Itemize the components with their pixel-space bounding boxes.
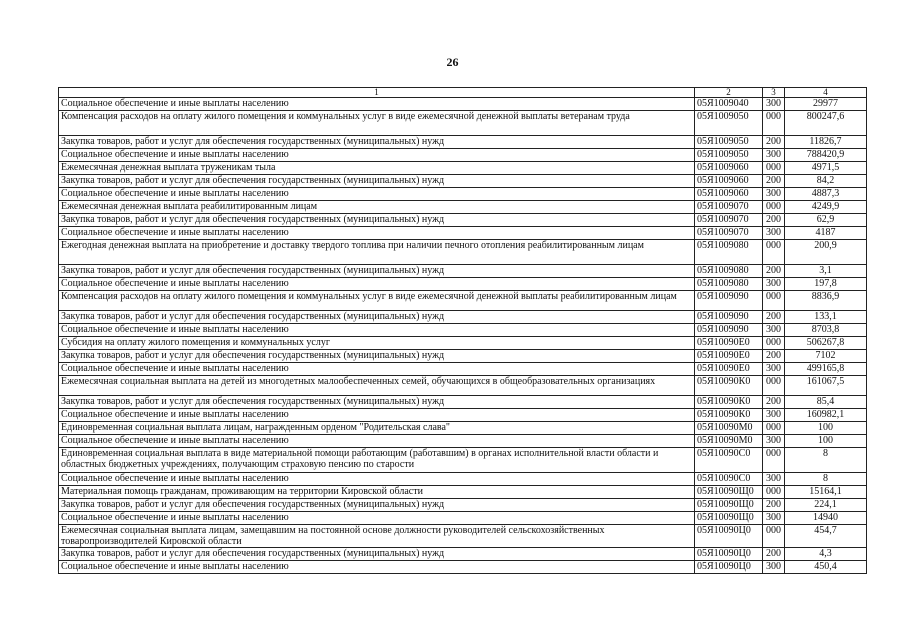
row-type-cell: 300 xyxy=(763,363,785,376)
row-name-cell: Закупка товаров, работ и услуг для обеспечения государственных (муниципальных) нужд xyxy=(59,136,695,149)
row-amount-cell: 161067,5 xyxy=(785,376,867,396)
table-row xyxy=(59,422,867,435)
row-name-cell: Социальное обеспечение и иные выплаты населению xyxy=(59,324,695,337)
row-name-cell: Ежемесячная социальная выплата на детей из многодетных малообеспеченных семей, обучающихся в общеобразовательных организациях xyxy=(59,376,695,396)
row-type-cell: 200 xyxy=(763,311,785,324)
row-code-cell: 05Я10090Е0 xyxy=(695,363,763,376)
row-amount-cell: 3,1 xyxy=(785,265,867,278)
row-type-cell: 300 xyxy=(763,278,785,291)
row-name-cell: Социальное обеспечение и иные выплаты населению xyxy=(59,188,695,201)
table-row xyxy=(59,291,867,311)
row-amount-cell: 499165,8 xyxy=(785,363,867,376)
row-type-cell: 200 xyxy=(763,499,785,512)
table-row xyxy=(59,98,867,111)
row-name-cell: Материальная помощь гражданам, проживающим на территории Кировской области xyxy=(59,486,695,499)
row-amount-cell: 800247,6 xyxy=(785,111,867,136)
row-code-cell: 05Я10090Щ0 xyxy=(695,499,763,512)
row-amount-cell: 100 xyxy=(785,435,867,448)
column-header-1: 1 xyxy=(59,88,695,98)
column-header-3: 3 xyxy=(763,88,785,98)
row-code-cell: 05Я1009070 xyxy=(695,214,763,227)
row-code-cell: 05Я10090Е0 xyxy=(695,350,763,363)
row-code-cell: 05Я1009090 xyxy=(695,324,763,337)
row-type-cell: 300 xyxy=(763,324,785,337)
row-amount-cell: 11826,7 xyxy=(785,136,867,149)
row-code-cell: 05Я10090К0 xyxy=(695,376,763,396)
row-name-cell: Закупка товаров, работ и услуг для обеспечения государственных (муниципальных) нужд xyxy=(59,311,695,324)
row-code-cell: 05Я10090Е0 xyxy=(695,337,763,350)
row-amount-cell: 454,7 xyxy=(785,525,867,548)
row-amount-cell: 788420,9 xyxy=(785,149,867,162)
row-name-cell: Ежемесячная денежная выплата реабилитированным лицам xyxy=(59,201,695,214)
table-row xyxy=(59,486,867,499)
table-row xyxy=(59,227,867,240)
row-name-cell: Социальное обеспечение и иные выплаты населению xyxy=(59,227,695,240)
row-code-cell: 05Я10090Щ0 xyxy=(695,512,763,525)
row-code-cell: 05Я10090К0 xyxy=(695,396,763,409)
row-amount-cell: 197,8 xyxy=(785,278,867,291)
row-amount-cell: 85,4 xyxy=(785,396,867,409)
table-row xyxy=(59,561,867,574)
row-code-cell: 05Я1009060 xyxy=(695,175,763,188)
row-amount-cell: 224,1 xyxy=(785,499,867,512)
row-type-cell: 200 xyxy=(763,396,785,409)
row-code-cell: 05Я10090К0 xyxy=(695,409,763,422)
row-code-cell: 05Я1009060 xyxy=(695,188,763,201)
row-code-cell: 05Я10090Щ0 xyxy=(695,486,763,499)
row-type-cell: 300 xyxy=(763,98,785,111)
row-name-cell: Ежегодная денежная выплата на приобретение и доставку твердого топлива при наличии печного отопления реабилитированным лицам xyxy=(59,240,695,265)
row-amount-cell: 14940 xyxy=(785,512,867,525)
row-type-cell: 000 xyxy=(763,486,785,499)
row-code-cell: 05Я10090Ц0 xyxy=(695,561,763,574)
table-row xyxy=(59,396,867,409)
row-type-cell: 000 xyxy=(763,448,785,473)
table-row xyxy=(59,265,867,278)
table-row xyxy=(59,337,867,350)
row-amount-cell: 160982,1 xyxy=(785,409,867,422)
row-type-cell: 300 xyxy=(763,561,785,574)
row-type-cell: 300 xyxy=(763,188,785,201)
table-row xyxy=(59,448,867,473)
row-type-cell: 000 xyxy=(763,376,785,396)
row-code-cell: 05Я1009090 xyxy=(695,311,763,324)
row-type-cell: 300 xyxy=(763,512,785,525)
row-type-cell: 300 xyxy=(763,409,785,422)
row-code-cell: 05Я10090М0 xyxy=(695,435,763,448)
row-code-cell: 05Я10090Ц0 xyxy=(695,548,763,561)
row-type-cell: 200 xyxy=(763,548,785,561)
row-amount-cell: 62,9 xyxy=(785,214,867,227)
table-row xyxy=(59,175,867,188)
row-type-cell: 200 xyxy=(763,175,785,188)
row-name-cell: Закупка товаров, работ и услуг для обеспечения государственных (муниципальных) нужд xyxy=(59,175,695,188)
row-type-cell: 000 xyxy=(763,201,785,214)
row-type-cell: 000 xyxy=(763,162,785,175)
table-row xyxy=(59,499,867,512)
row-type-cell: 000 xyxy=(763,525,785,548)
row-code-cell: 05Я10090С0 xyxy=(695,448,763,473)
row-name-cell: Закупка товаров, работ и услуг для обеспечения государственных (муниципальных) нужд xyxy=(59,265,695,278)
table-row xyxy=(59,324,867,337)
row-name-cell: Единовременная социальная выплата лицам, награжденным орденом "Родительская слава" xyxy=(59,422,695,435)
row-amount-cell: 133,1 xyxy=(785,311,867,324)
row-type-cell: 000 xyxy=(763,111,785,136)
row-name-cell: Социальное обеспечение и иные выплаты населению xyxy=(59,435,695,448)
row-code-cell: 05Я1009080 xyxy=(695,240,763,265)
row-name-cell: Закупка товаров, работ и услуг для обеспечения государственных (муниципальных) нужд xyxy=(59,548,695,561)
row-type-cell: 000 xyxy=(763,422,785,435)
row-name-cell: Ежемесячная денежная выплата труженикам тыла xyxy=(59,162,695,175)
row-amount-cell: 4249,9 xyxy=(785,201,867,214)
row-name-cell: Социальное обеспечение и иные выплаты населению xyxy=(59,561,695,574)
table-header-row xyxy=(59,88,867,98)
row-code-cell: 05Я1009060 xyxy=(695,162,763,175)
row-name-cell: Социальное обеспечение и иные выплаты населению xyxy=(59,98,695,111)
row-name-cell: Закупка товаров, работ и услуг для обеспечения государственных (муниципальных) нужд xyxy=(59,214,695,227)
row-amount-cell: 29977 xyxy=(785,98,867,111)
row-name-cell: Единовременная социальная выплата в виде материальной помощи работающим (работавшим) в органах исполнительной власти области и областных бюджетных учреждениях, получающим страховую пенсию по старости xyxy=(59,448,695,473)
row-amount-cell: 7102 xyxy=(785,350,867,363)
table-row xyxy=(59,162,867,175)
row-name-cell: Закупка товаров, работ и услуг для обеспечения государственных (муниципальных) нужд xyxy=(59,350,695,363)
row-name-cell: Социальное обеспечение и иные выплаты населению xyxy=(59,409,695,422)
column-header-2: 2 xyxy=(695,88,763,98)
row-name-cell: Компенсация расходов на оплату жилого помещения и коммунальных услуг в виде ежемесячной денежной выплаты ветеранам труда xyxy=(59,111,695,136)
row-type-cell: 300 xyxy=(763,435,785,448)
row-type-cell: 200 xyxy=(763,214,785,227)
row-name-cell: Закупка товаров, работ и услуг для обеспечения государственных (муниципальных) нужд xyxy=(59,396,695,409)
row-code-cell: 05Я10090М0 xyxy=(695,422,763,435)
table-row xyxy=(59,435,867,448)
table-row xyxy=(59,188,867,201)
table-row xyxy=(59,311,867,324)
row-type-cell: 000 xyxy=(763,240,785,265)
table-row xyxy=(59,214,867,227)
row-amount-cell: 450,4 xyxy=(785,561,867,574)
row-amount-cell: 100 xyxy=(785,422,867,435)
table-row xyxy=(59,350,867,363)
row-code-cell: 05Я10090С0 xyxy=(695,473,763,486)
row-code-cell: 05Я1009050 xyxy=(695,111,763,136)
row-amount-cell: 8703,8 xyxy=(785,324,867,337)
table-row xyxy=(59,201,867,214)
row-code-cell: 05Я1009080 xyxy=(695,265,763,278)
row-code-cell: 05Я1009040 xyxy=(695,98,763,111)
row-amount-cell: 200,9 xyxy=(785,240,867,265)
row-amount-cell: 8 xyxy=(785,448,867,473)
row-code-cell: 05Я10090Ц0 xyxy=(695,525,763,548)
table-row xyxy=(59,512,867,525)
row-type-cell: 000 xyxy=(763,337,785,350)
table-row xyxy=(59,363,867,376)
row-type-cell: 200 xyxy=(763,136,785,149)
row-name-cell: Субсидия на оплату жилого помещения и коммунальных услуг xyxy=(59,337,695,350)
row-type-cell: 300 xyxy=(763,149,785,162)
row-name-cell: Ежемесячная социальная выплата лицам, замещавшим на постоянной основе должности руководителей сельскохозяйственных товаропроизводителей Кировской области xyxy=(59,525,695,548)
column-header-4: 4 xyxy=(785,88,867,98)
row-amount-cell: 4187 xyxy=(785,227,867,240)
row-name-cell: Социальное обеспечение и иные выплаты населению xyxy=(59,363,695,376)
row-code-cell: 05Я1009080 xyxy=(695,278,763,291)
row-type-cell: 000 xyxy=(763,291,785,311)
table-row xyxy=(59,409,867,422)
row-name-cell: Закупка товаров, работ и услуг для обеспечения государственных (муниципальных) нужд xyxy=(59,499,695,512)
row-amount-cell: 15164,1 xyxy=(785,486,867,499)
row-code-cell: 05Я1009050 xyxy=(695,136,763,149)
row-amount-cell: 4887,3 xyxy=(785,188,867,201)
table-row xyxy=(59,376,867,396)
row-name-cell: Социальное обеспечение и иные выплаты населению xyxy=(59,512,695,525)
row-code-cell: 05Я1009070 xyxy=(695,201,763,214)
table-row xyxy=(59,548,867,561)
row-amount-cell: 8836,9 xyxy=(785,291,867,311)
table-row xyxy=(59,111,867,136)
row-name-cell: Социальное обеспечение и иные выплаты населению xyxy=(59,473,695,486)
row-amount-cell: 8 xyxy=(785,473,867,486)
table-row xyxy=(59,473,867,486)
row-amount-cell: 506267,8 xyxy=(785,337,867,350)
row-type-cell: 300 xyxy=(763,227,785,240)
row-type-cell: 200 xyxy=(763,265,785,278)
table-row xyxy=(59,278,867,291)
budget-table xyxy=(58,87,867,574)
row-amount-cell: 4,3 xyxy=(785,548,867,561)
row-amount-cell: 4971,5 xyxy=(785,162,867,175)
table-row xyxy=(59,149,867,162)
row-name-cell: Социальное обеспечение и иные выплаты населению xyxy=(59,278,695,291)
row-code-cell: 05Я1009090 xyxy=(695,291,763,311)
row-amount-cell: 84,2 xyxy=(785,175,867,188)
table-row xyxy=(59,525,867,548)
row-name-cell: Социальное обеспечение и иные выплаты населению xyxy=(59,149,695,162)
row-code-cell: 05Я1009050 xyxy=(695,149,763,162)
row-type-cell: 300 xyxy=(763,473,785,486)
table-row xyxy=(59,240,867,265)
table-row xyxy=(59,136,867,149)
page-number: 26 xyxy=(446,55,459,69)
row-type-cell: 200 xyxy=(763,350,785,363)
row-code-cell: 05Я1009070 xyxy=(695,227,763,240)
row-name-cell: Компенсация расходов на оплату жилого помещения и коммунальных услуг в виде ежемесячной денежной выплаты реабилитированным лицам xyxy=(59,291,695,311)
